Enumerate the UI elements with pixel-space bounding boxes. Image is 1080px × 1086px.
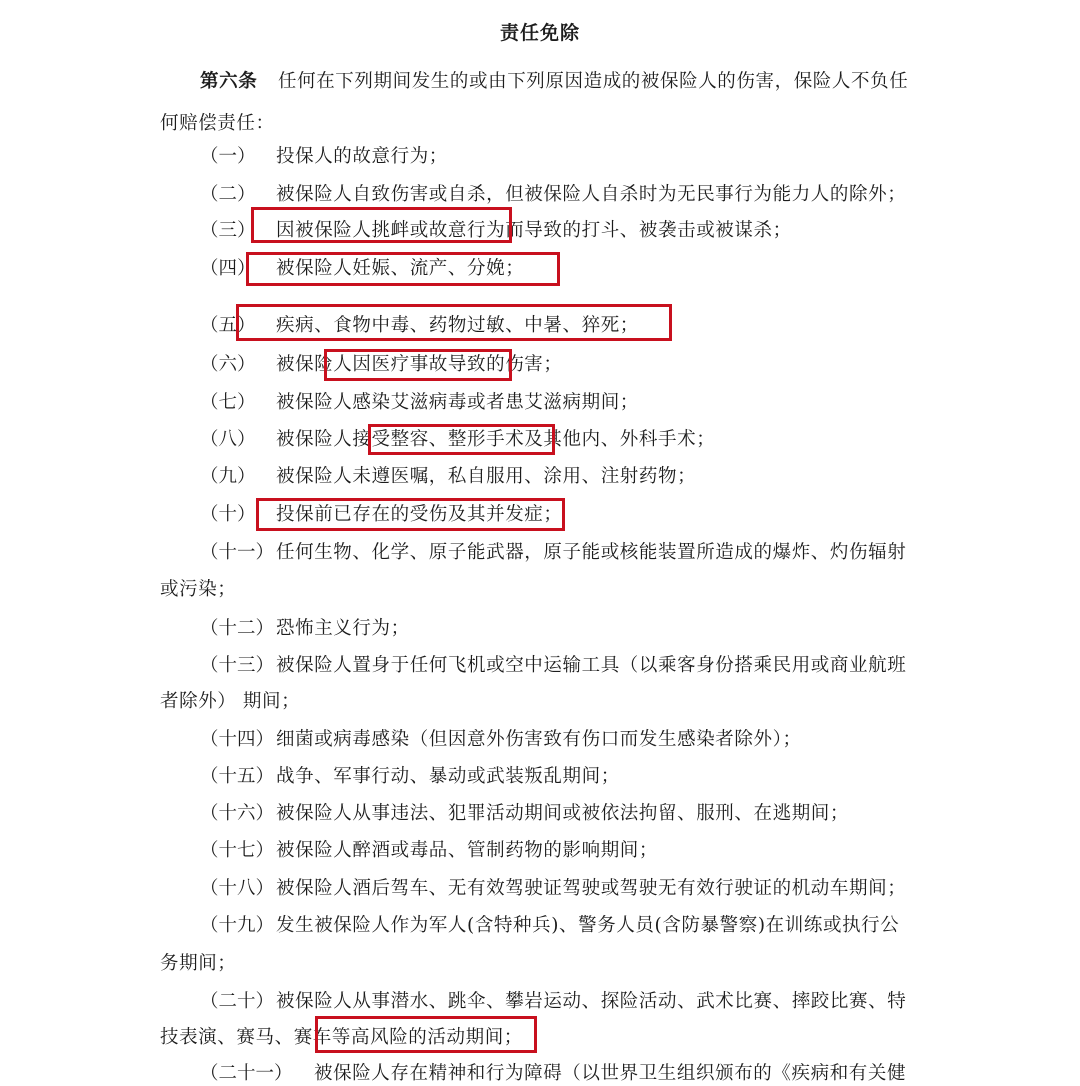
item-text: 投保前已存在的受伤及其并发症； [276, 504, 563, 525]
item-text: 战争、军事行动、暴动或武装叛乱期间； [276, 766, 620, 787]
item-text: 发生被保险人作为军人(含特种兵)、警务人员(含防暴警察)在训练或执行公 [276, 915, 900, 936]
item-number: （十六） [200, 803, 275, 824]
item-number: （十二） [200, 618, 275, 639]
item-number: （十八） [200, 878, 275, 899]
item-number: （五） [200, 315, 256, 336]
item-number: （十三） [200, 655, 275, 676]
item-number: （六） [200, 354, 256, 375]
item-text: 任何生物、化学、原子能武器，原子能或核能装置所造成的爆炸、灼伤辐射 [276, 542, 907, 563]
item-number: （四） [200, 258, 256, 279]
item-text: 投保人的故意行为； [276, 146, 448, 167]
item-text-continuation: 务期间； [160, 953, 237, 974]
highlight-box [315, 1016, 537, 1053]
item-text: 被保险人从事潜水、跳伞、攀岩运动、探险活动、武术比赛、摔跤比赛、特 [276, 991, 907, 1012]
item-number: （二十一） [200, 1063, 293, 1084]
item-text: 被保险人酒后驾车、无有效驾驶证驾驶或驾驶无有效行驶证的机动车期间； [276, 878, 907, 899]
item-text: 被保险人接受整容、整形手术及其他内、外科手术； [276, 429, 716, 450]
item-text: 被保险人醉酒或毒品、管制药物的影响期间； [276, 840, 659, 861]
item-text: 恐怖主义行为； [276, 618, 410, 639]
item-number: （二） [200, 184, 256, 205]
item-text: 被保险人从事违法、犯罪活动期间或被依法拘留、服刑、在逃期间； [276, 803, 850, 824]
section-title: 责任免除 [499, 22, 580, 44]
item-text-continuation: 或污染； [160, 579, 237, 600]
item-number: （十九） [200, 915, 275, 936]
highlight-box [251, 207, 512, 243]
item-text: 疾病、食物中毒、药物过敏、中暑、猝死； [276, 315, 639, 336]
item-number: （十） [200, 504, 256, 525]
item-number: （三） [200, 220, 256, 241]
item-number: （七） [200, 392, 256, 413]
item-text-continuation: 者除外） 期间； [160, 691, 301, 712]
item-text: 被保险人妊娠、流产、分娩； [276, 258, 525, 279]
item-text: 被保险人置身于任何飞机或空中运输工具（以乘客身份搭乘民用或商业航班 [276, 655, 907, 676]
item-number: （十四） [200, 729, 275, 750]
item-text: 被保险人存在精神和行为障碍（以世界卫生组织颁布的《疾病和有关健 [314, 1063, 907, 1084]
item-number: （十五） [200, 766, 275, 787]
article-text-line-1: 任何在下列期间发生的或由下列原因造成的被保险人的伤害，保险人不负任 [278, 71, 909, 92]
item-text: 被保险人感染艾滋病毒或者患艾滋病期间； [276, 392, 639, 413]
item-number: （十七） [200, 840, 275, 861]
highlight-box [368, 424, 555, 455]
item-number: （十一） [200, 542, 275, 563]
item-number: （二十） [200, 991, 275, 1012]
item-text: 细菌或病毒感染（但因意外伤害致有伤口而发生感染者除外）； [276, 729, 802, 750]
item-text: 被保险人未遵医嘱，私自服用、涂用、注射药物； [276, 466, 697, 487]
item-text: 被保险人自致伤害或自杀，但被保险人自杀时为无民事行为能力人的除外； [276, 184, 907, 205]
item-text: 因被保险人挑衅或故意行为而导致的打斗、被袭击或被谋杀； [276, 220, 792, 241]
article-head: 第六条 [200, 71, 258, 92]
highlight-box [236, 304, 672, 341]
item-text-continuation: 技表演、赛马、赛车等高风险的活动期间； [160, 1027, 523, 1048]
item-text: 被保险人因医疗事故导致的伤害； [276, 354, 563, 375]
item-number: （八） [200, 429, 256, 450]
item-number: （一） [200, 146, 256, 167]
highlight-box [324, 349, 512, 381]
highlight-box [256, 498, 565, 531]
item-number: （九） [200, 466, 256, 487]
article-text-line-2: 何赔偿责任： [160, 113, 275, 134]
highlight-box [246, 252, 560, 286]
